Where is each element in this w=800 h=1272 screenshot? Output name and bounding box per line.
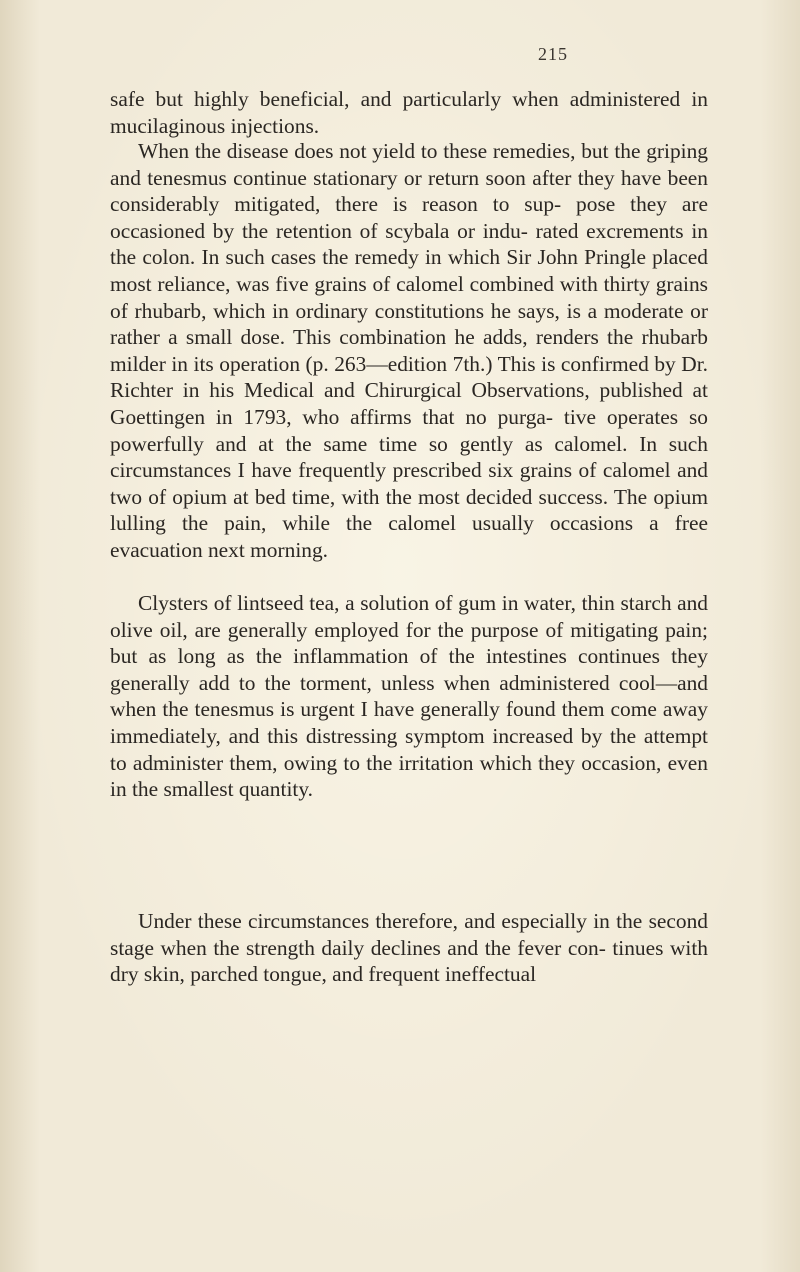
- paragraph-3: [110, 590, 708, 803]
- paragraph-text: When the disease does not yield to these remedies, but the griping and tenesmus continue stationary or return soon after they have been considerably mitigated, there is reason to sup- pose they are occasioned by the retention of scybala or indu- rated excrements in the colon. In such cases the remedy in which Sir John Pringle placed most reliance, was five grains of calomel combined with thirty grains of rhubarb, which in ordinary constitutions he says, is a moderate or rather a small dose. This combination he adds, renders the rhubarb milder in its operation (p. 263—edition 7th.) This is confirmed by Dr. Richter in his Medical and Chirurgical Observations, published at Goettingen in 1793, who affirms that no purga- tive operates so powerfully and at the same time so gently as calomel. In such circumstances I have frequently prescribed six grains of calomel and two of opium at bed time, with the most decided success. The opium lulling the pain, while the calomel usually occasions a free evacuation next morning.: [110, 139, 708, 562]
- paragraph-1: [110, 86, 708, 139]
- paragraph-4: [110, 908, 708, 988]
- paragraph-2: [110, 138, 708, 564]
- paragraph-text: Under these circumstances therefore, and especially in the second stage when the strength daily declines and the fever con- tinues with dry skin, parched tongue, and frequent ineffectual: [110, 909, 708, 987]
- paragraph-text: safe but highly beneficial, and particularly when administered in mucilaginous injections.: [110, 87, 708, 138]
- page-number: 215: [538, 44, 568, 64]
- paragraph-text: Clysters of lintseed tea, a solution of gum in water, thin starch and olive oil, are generally employed for the purpose of mitigating pain; but as long as the inflammation of the intestines continues they generally add to the torment, unless when administered cool—and when the tenesmus is urgent I have generally found them come away immediately, and this distressing symptom increased by the attempt to administer them, owing to the irritation which they occasion, even in the smallest quantity.: [110, 591, 708, 802]
